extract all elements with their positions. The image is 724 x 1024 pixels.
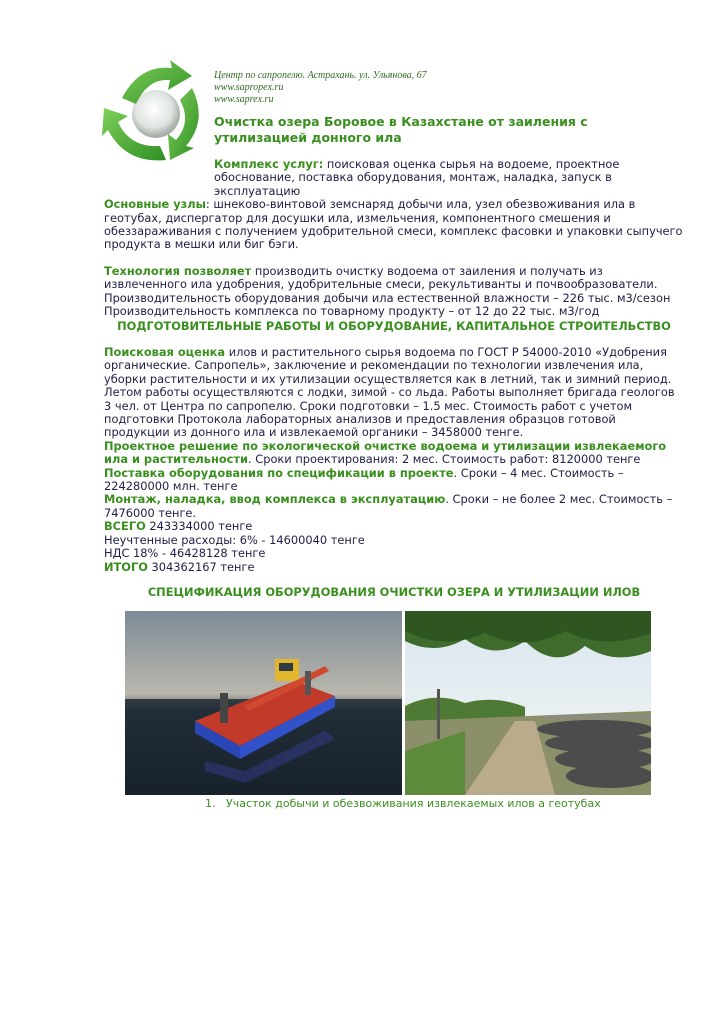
caption-number: 1. bbox=[205, 797, 216, 810]
performance-extraction: Производительность оборудования добычи ила естественной влажности – 226 тыс. м3/сезон bbox=[104, 290, 671, 305]
dredger-render-image bbox=[125, 611, 402, 795]
project-text: . Сроки проектирования: 2 мес. Стоимость работ: 8120000 тенге bbox=[248, 452, 641, 467]
header-address: Центр по сапропелю. Астрахань. ул. Ульянова, 67 bbox=[214, 70, 427, 81]
grand-total-value: 304362167 тенге bbox=[147, 559, 255, 574]
nodes-text: : шнеково-винтовой земснаряд добычи ила, узел обезвоживания ила в геотубах, диспергатор для досушки ила, измельчения, компонентного смешения и обеззараживания с получением удобрительной смеси, комплекс фасовки и упаковки сыпучего продукта в мешки или биг бэги. bbox=[104, 197, 683, 252]
supply-label: Поставка оборудования по спецификации в проекте bbox=[104, 465, 454, 480]
install-text: . Сроки – не более 2 мес. Стоимость – 7476000 тенге. bbox=[104, 492, 673, 520]
performance-product: Производительность комплекса по товарному продукту – от 12 до 22 тыс. м3/год bbox=[104, 304, 600, 319]
install-label: Монтаж, наладка, ввод комплекса в эксплуатацию bbox=[104, 492, 446, 507]
intro-text bbox=[104, 158, 684, 318]
services-text: поисковая оценка сырья на водоеме, проектное обоснование, поставка оборудования, монтаж, наладка, запуск в эксплуатацию bbox=[214, 157, 620, 198]
page-title: Очистка озера Боровое в Казахстане от заиления с утилизацией донного ила bbox=[214, 114, 588, 145]
search-label: Поисковая оценка bbox=[104, 345, 226, 359]
technology-text: производить очистку водоема от заиления и получать из извлеченного ила удобрения, удобрительные смеси, рекультиванты и почвообразователи. bbox=[104, 263, 658, 292]
services-label: Комплекс услуг: bbox=[214, 157, 324, 171]
section-heading-specification: СПЕЦИФИКАЦИЯ ОБОРУДОВАНИЯ ОЧИСТКИ ОЗЕРА И УТИЛИЗАЦИИ ИЛОВ bbox=[147, 585, 641, 599]
header-contacts bbox=[214, 70, 684, 106]
technology-label: Технология позволяет bbox=[104, 263, 252, 278]
section-heading-preparatory: ПОДГОТОВИТЕЛЬНЫЕ РАБОТЫ И ОБОРУДОВАНИЕ, КАПИТАЛЬНОЕ СТРОИТЕЛЬСТВО bbox=[117, 319, 671, 333]
vat-line: НДС 18% - 46428128 тенге bbox=[104, 546, 266, 561]
nodes-label: Основные узлы bbox=[104, 197, 206, 212]
geotubes-site-image bbox=[405, 611, 651, 795]
search-text: илов и растительного сырья водоема по ГОСТ Р 54000-2010 «Удобрения органические. Сапропель», заключение и рекомендации по технологии извлечения ила, уборки растительности и их утилизации осуществляется как в летний, так и зимний период. Летом работы осуществляются с лодки, зимой - со льда. Работы выполняет бригада геологов 3 чел. от Центра по сапропелю. Сроки подготовки – 1.5 мес. Стоимость работ с учетом подготовки Протокола лабораторных анализов и предоставления образцов готовой продукции из донного ила и извлекаемой органики – 3458000 тенге. bbox=[104, 345, 675, 440]
caption-text: Участок добычи и обезвоживания извлекаемых илов а геотубах bbox=[226, 797, 601, 810]
grand-total-label: ИТОГО bbox=[104, 559, 148, 574]
unforeseen-costs: Неучтенные расходы: 6% - 14600040 тенге bbox=[104, 532, 365, 547]
figure-caption bbox=[205, 797, 625, 810]
supply-text: . Сроки – 4 мес. Стоимость – 224280000 млн. тенге bbox=[104, 465, 624, 494]
works-text bbox=[104, 346, 684, 574]
header-site-link[interactable]: www.saprex.ru bbox=[214, 94, 274, 105]
recycle-logo-icon bbox=[100, 60, 210, 165]
total-value: 243334000 тенге bbox=[145, 519, 253, 534]
project-label: Проектное решение по экологической очистке водоема и утилизации извлекаемого ила и растительности bbox=[104, 438, 667, 467]
total-label: ВСЕГО bbox=[104, 519, 146, 534]
header-site-link[interactable]: www.sapropex.ru bbox=[214, 82, 284, 93]
